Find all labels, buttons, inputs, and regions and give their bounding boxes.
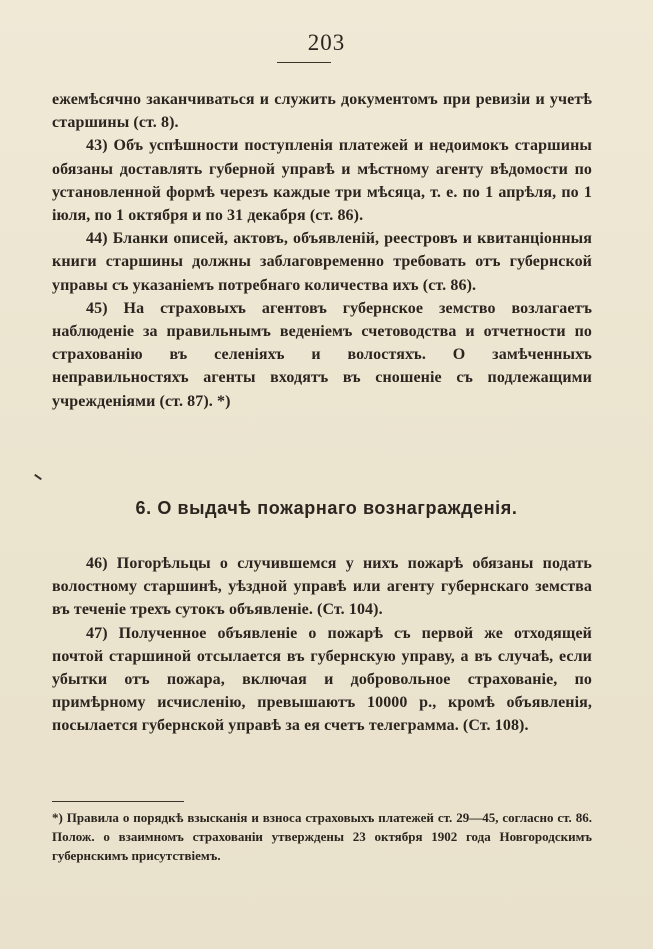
- stray-mark: [34, 474, 42, 480]
- footnote-rule: [52, 801, 184, 802]
- footnote: *) Правила о порядкѣ взысканія и взноса страховыхъ платежей ст. 29—45, согласно ст. 86. Полож. о взаимномъ страхованіи утверждены 23 октября 1902 года Новгородскимъ губернскимъ присутствіемъ.: [52, 810, 592, 863]
- paragraph-44: 44) Бланки описей, актовъ, объявленій, реестровъ и квитанціонныя книги старшины должны заблаговременно требовать отъ губернской управы съ указаніемъ потребнаго количества ихъ (ст. 86).: [52, 230, 592, 294]
- section-heading: 6. О выдачѣ пожарнаго вознагражденія.: [135, 498, 518, 518]
- paragraph-43: 43) Объ успѣшности поступленія платежей и недоимокъ старшины обязаны доставлять губерной управѣ и мѣстному агенту вѣдомости по установленной формѣ черезъ каждые три мѣсяца, т. е. по 1 апрѣля, по 1 іюля, по 1 октября и по 31 декабря (ст. 86).: [52, 137, 592, 225]
- text-block-top: [52, 88, 592, 413]
- text-block-bottom: [52, 552, 592, 738]
- paragraph-45: 45) На страховыхъ агентовъ губернское земство возлагаетъ наблюденіе за правильнымъ веденіемъ счетоводства и отчетности по страхованію въ селеніяхъ и волостяхъ. О замѣченныхъ неправильностяхъ агенты входятъ въ сношеніе съ подлежащими учрежденіями (ст. 87). *): [52, 299, 592, 410]
- paragraph-continuation: ежемѣсячно заканчиваться и служить документомъ при ревизіи и учетѣ старшины (ст. 8).: [52, 91, 592, 132]
- paragraph-47: 47) Полученное объявленіе о пожарѣ съ первой же отходящей почтой старшиной отсылается въ губернскую управу, а въ случаѣ, если убытки отъ пожара, включая и добровольное страхованіе, по примѣрному исчисленію, превышаютъ 10000 р., кромѣ объявленія, посылается губернской управѣ за ея счетъ телеграмма. (Ст. 108).: [52, 624, 592, 735]
- paragraph-46: 46) Погорѣльцы о случившемся у нихъ пожарѣ обязаны подать волостному старшинѣ, уѣздной управѣ или агенту губернскаго земства въ теченіе трехъ сутокъ объявленіе. (Ст. 104).: [52, 555, 592, 619]
- page-number: 203: [307, 30, 346, 55]
- page-number-rule: [277, 62, 331, 63]
